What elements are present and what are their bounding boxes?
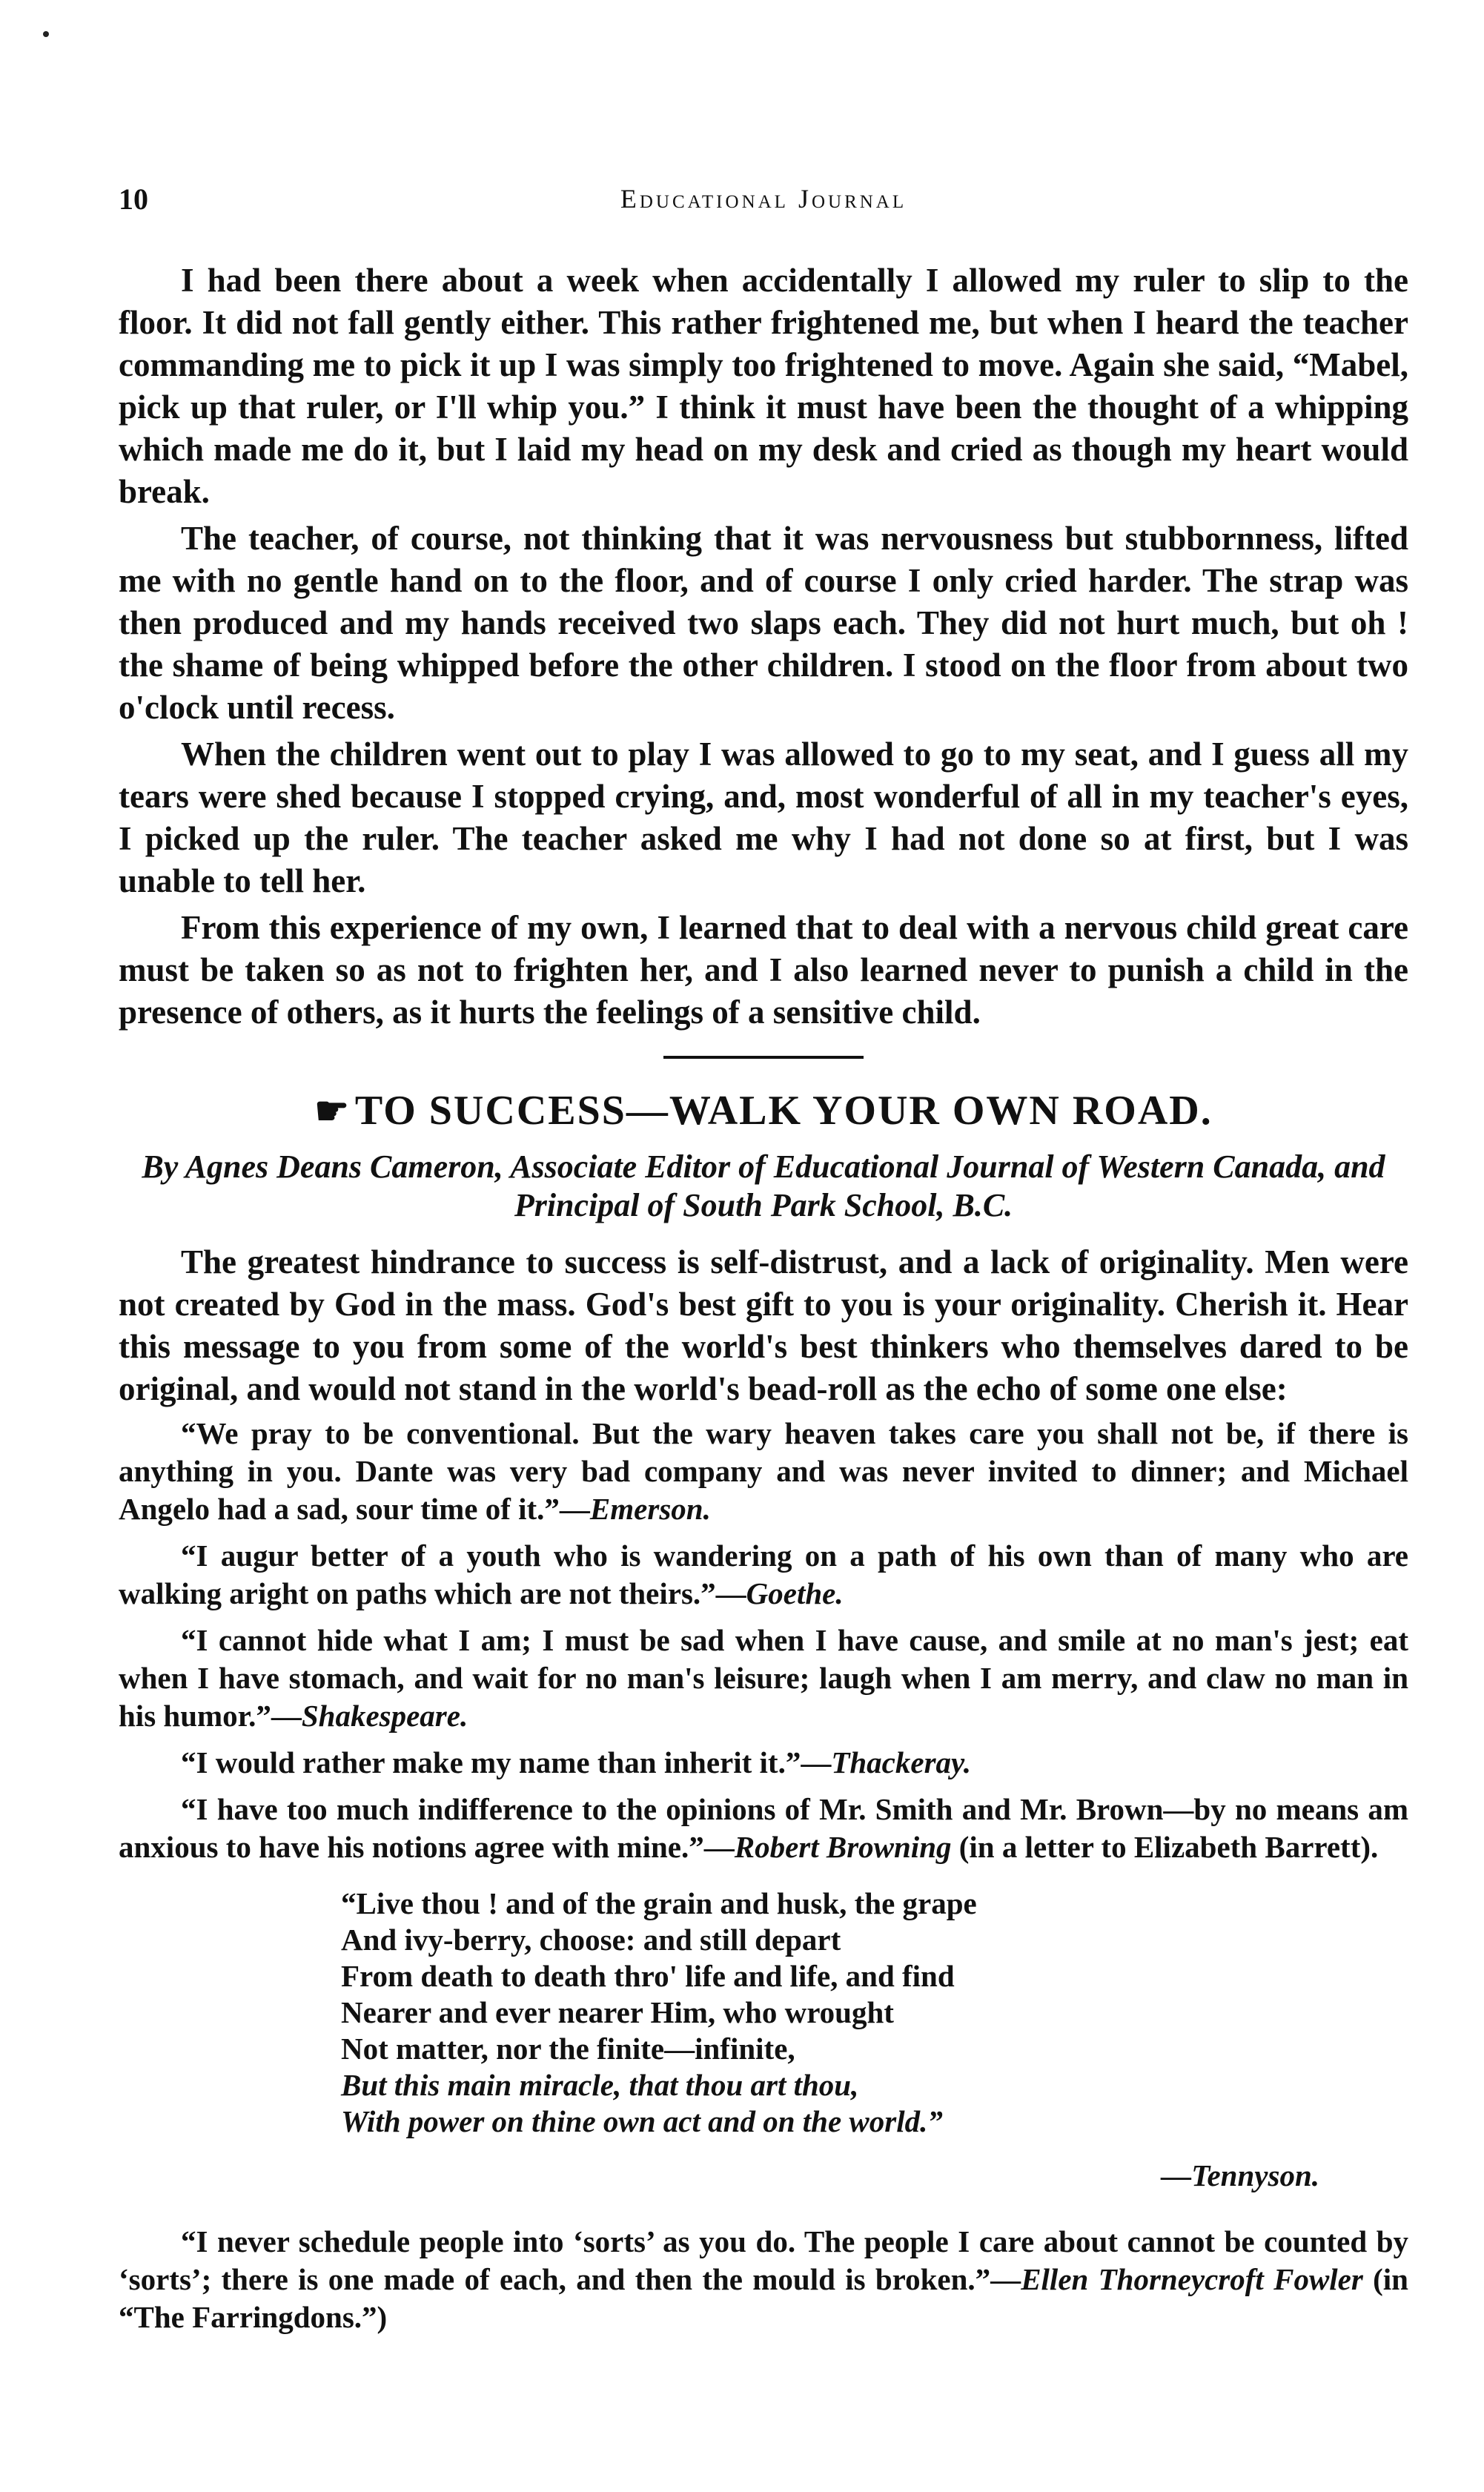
poem-source: —Tennyson. — [1161, 2158, 1319, 2192]
poem-line-italic: With power on thine own act and on the world.” — [341, 2104, 943, 2138]
pointing-hand-icon: ☛ — [314, 1091, 351, 1133]
quote-emerson — [119, 1415, 1408, 1528]
quote-source: Shakespeare. — [301, 1699, 468, 1733]
quote-goethe — [119, 1537, 1408, 1613]
poem-line: Not matter, nor the finite—infinite, — [341, 2032, 795, 2066]
quote-shakespeare — [119, 1622, 1408, 1735]
poem-line: And ivy-berry, choose: and still depart — [341, 1923, 841, 1957]
quote-text: “I would rather make my name than inherit it.”— — [181, 1745, 832, 1779]
story-paragraph-4: From this experience of my own, I learned that to deal with a nervous child great care must be taken so as not to frighten her, and I also learned never to punish a child in the presence of others, as it hurts the feelings of a sensitive child. — [119, 909, 1408, 1031]
page-number: 10 — [119, 182, 148, 216]
quote-source: Emerson. — [589, 1492, 711, 1526]
quote-source: Ellen Thorneycroft Fowler — [1021, 2262, 1363, 2296]
quote-tail: (in “The Farringdons.”) — [119, 2262, 1408, 2334]
story-paragraph-2: The teacher, of course, not thinking that it was nervousness but stubbornness, lifted me with no gentle hand on to the floor, and of course I only cried harder. The strap was then produced and my hands received two slaps each. They did not hurt much, but oh ! the shame of being whipped before the other children. I stood on the floor from about two o'clock until recess. — [119, 520, 1408, 726]
running-title: Educational Journal — [620, 184, 907, 214]
poem-line-italic: But this main miracle, that thou art thou, — [341, 2068, 859, 2102]
body-column — [119, 260, 1408, 2345]
quote-text: “We pray to be conventional. But the wary heaven takes care you shall not be, if there is anything in you. Dante was very bad company and was never invited to dinner; and Michael Angelo had a sad, sour time of it.”— — [119, 1416, 1408, 1526]
poem-line: Nearer and ever nearer Him, who wrought — [341, 1995, 894, 2029]
article-intro: The greatest hindrance to success is self-distrust, and a lack of originality. Men were not created by God in the mass. God's best gift to you is your originality. Cherish it. Hear this message to you from some of the world's best thinkers who themselves dared to be original, and would not stand in the world's bead-roll as the echo of some one else: — [119, 1243, 1408, 1407]
article-byline: By Agnes Deans Cameron, Associate Editor of Educational Journal of Western Canada, and Principal of South Park School, B.C. — [142, 1148, 1385, 1223]
quote-text: “I cannot hide what I am; I must be sad when I have cause, and smile at no man's jest; eat when I have stomach, and wait for no man's leisure; laugh when I am merry, and claw no man in his humor.”— — [119, 1623, 1408, 1733]
story-paragraph-1: I had been there about a week when accidentally I allowed my ruler to slip to the floor. It did not fall gently either. This rather frightened me, but when I heard the teacher commanding me to pick it up I was simply too frightened to move. Again she said, “Mabel, pick up that ruler, or I'll whip you.” I think it must have been the thought of a whipping which made me do it, but I laid my head on my desk and cried as though my heart would break. — [119, 262, 1408, 510]
quote-source: Goethe. — [746, 1576, 844, 1610]
section-divider — [663, 1056, 864, 1059]
quote-fowler — [119, 2223, 1408, 2336]
scan-speck — [43, 31, 49, 37]
poem-line: From death to death thro' life and life, and find — [341, 1959, 955, 1993]
article-title-text: TO SUCCESS—WALK YOUR OWN ROAD. — [354, 1088, 1213, 1134]
quote-thackeray — [119, 1744, 1408, 1782]
quote-source: Robert Browning — [734, 1830, 952, 1864]
quote-source: Thackeray. — [831, 1745, 971, 1779]
poem-line: “Live thou ! and of the grain and husk, the grape — [341, 1886, 977, 1920]
story-paragraph-3: When the children went out to play I was allowed to go to my seat, and I guess all my tears were shed because I stopped crying, and, most wonderful of all in my teacher's eyes, I picked up the ruler. The teacher asked me why I had not done so at first, but I was unable to tell her. — [119, 736, 1408, 899]
quote-text: “I never schedule people into ‘sorts’ as you do. The people I care about cannot be counted by ‘sorts’; there is one made of each, and then the mould is broken.”— — [119, 2224, 1408, 2296]
quote-text: “I have too much indifference to the opinions of Mr. Smith and Mr. Brown—by no means am anxious to have his notions agree with mine.”— — [119, 1792, 1408, 1864]
quote-browning — [119, 1791, 1408, 1866]
quote-tail: (in a letter to Elizabeth Barrett). — [951, 1830, 1379, 1864]
quote-text: “I augur better of a youth who is wandering on a path of his own than of many who are walking aright on paths which are not theirs.”— — [119, 1539, 1408, 1610]
tennyson-poem — [341, 1885, 1408, 2140]
page-header — [119, 182, 1408, 226]
article-title — [119, 1087, 1408, 1134]
